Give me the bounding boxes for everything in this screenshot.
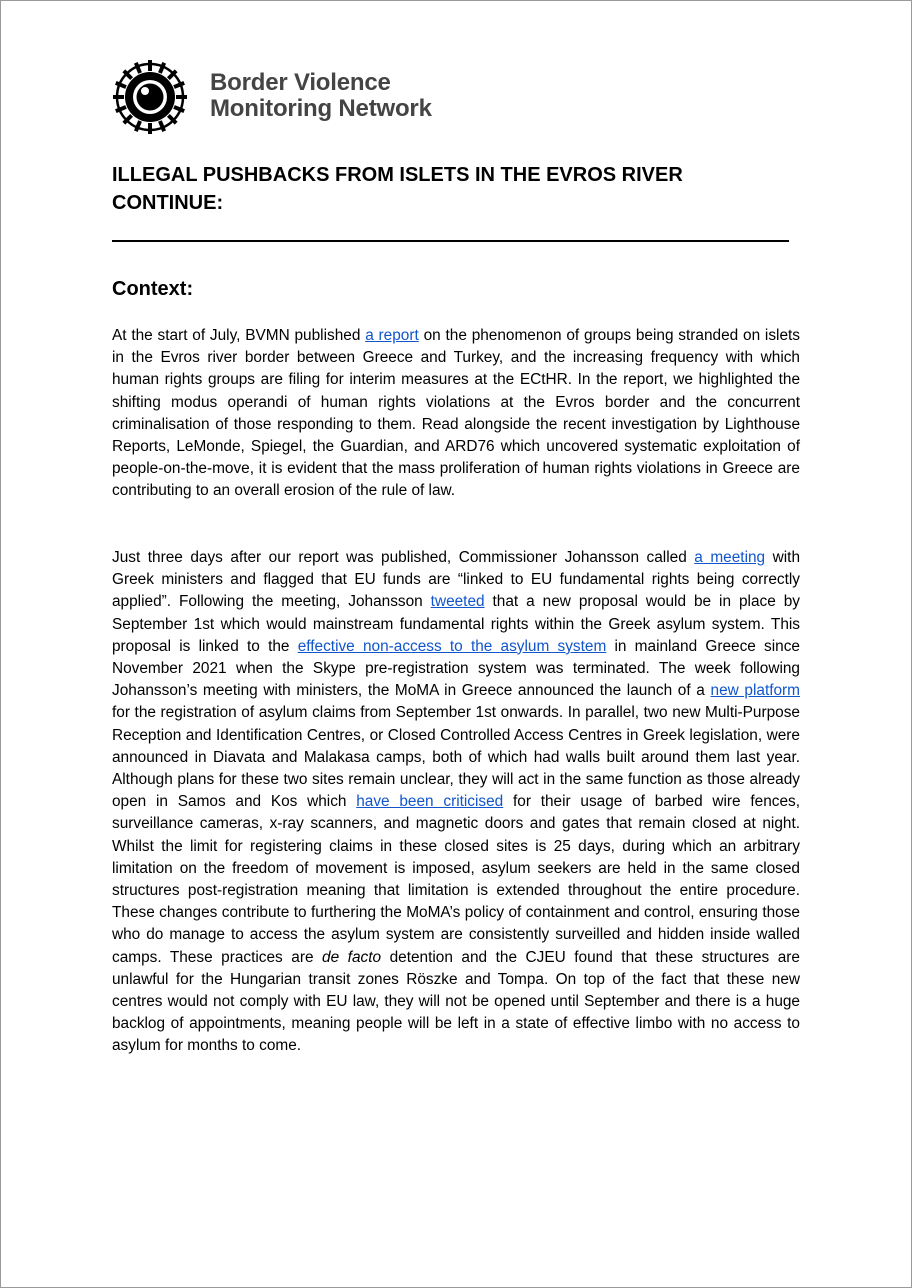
paragraph-2-text-6: for their usage of barbed wire fences, surveillance cameras, x-ray scanners, and magnetic doors and gates that remain closed at night. Whilst the limit for registering claims in these closed sites is 25 days, during which an arbitrary limitation on the freedom of movement is imposed, asylum seekers are held in the same closed structures post-registration meaning that limitation is extended throughout the entire procedure. These changes contribute to furthering the MoMA’s policy of containment and control, ensuring those who do manage to access the asylum system are consistently surveilled and hidden inside walled camps. These practices are [112,793,800,966]
link-a-meeting[interactable]: a meeting [694,549,766,566]
paragraph-2-text-2: with Greek ministers and flagged that EU funds are “linked to EU fundamental rights being correctly applied”. Following the meeting, Johansson [112,549,801,611]
paragraph-1-text-1: At the start of July, BVMN published [112,327,366,344]
paragraph-2-text-7: detention and the CJEU found that these structures are unlawful for the Hungarian transit zones Röszke and Tompa. On top of the fact that these new centres would not comply with EU law, they will not be opened until September and there is a huge backlog of appointments, meaning people will be left in a state of effective limbo with no access to asylum for months to come. [112,948,800,1055]
link-effective-non-access[interactable]: effective non-access to the asylum system [297,637,607,655]
link-new-platform[interactable]: new platform [710,682,800,700]
paragraph-2-emphasis: de facto [322,948,382,966]
paragraph-2-text-4: in mainland Greece since November 2021 when the Skype pre-registration system was terminated. The week following Johansson’s meeting with ministers, the MoMA in Greece announced the launch of a [112,637,800,700]
document-title: ILLEGAL PUSHBACKS FROM ISLETS IN THE EVROS RIVER CONTINUE: [112,164,683,214]
title-divider [112,240,789,242]
paragraph-1-text-2: on the phenomenon of groups being stranded on islets in the Evros river border between Greece and Turkey, and the increasing frequency with which human rights groups are filing for interim measures at the ECtHR. In the report, we highlighted the shifting modus operandi of human rights violations at the Evros border and the concurrent criminalisation of those responding to them. Read alongside the recent investigation by Lighthouse Reports, LeMonde, Spiegel, the Guardian, and ARD76 which uncovered systematic exploitation of people-on-the-move, it is evident that the mass proliferation of human rights violations in Greece are contributing to an overall erosion of the rule of law. [112,327,800,500]
eye-gear-logo-icon [112,59,188,135]
section-heading-context: Context: [112,278,194,300]
paragraph-2-text-1: Just three days after our report was published, Commissioner Johansson called [112,549,695,566]
paragraph-1 [112,325,800,503]
link-tweeted[interactable]: tweeted [430,593,485,611]
paragraph-2-text-3: that a new proposal would be in place by September 1st which would mainstream fundamental rights within the Greek asylum system. This proposal is linked to the [112,593,800,655]
bvmn-logo [112,59,532,135]
logo-line-2: Monitoring Network [210,95,432,122]
paragraph-2 [112,547,800,1058]
paragraph-2-text-5: for the registration of asylum claims from September 1st onwards. In parallel, two new Multi-Purpose Reception and Identification Centres, or Closed Controlled Access Centres in Greek legislation, were announced in Diavata and Malakasa camps, both of which had walls built around them last year. Although plans for these two sites remain unclear, they will act in the same function as those already open in Samos and Kos which [112,704,800,811]
logo-wordmark [210,70,432,122]
link-a-report[interactable]: a report [365,327,419,344]
link-have-been-criticised[interactable]: have been criticised [356,793,504,811]
logo-line-1: Border Violence [210,69,391,96]
